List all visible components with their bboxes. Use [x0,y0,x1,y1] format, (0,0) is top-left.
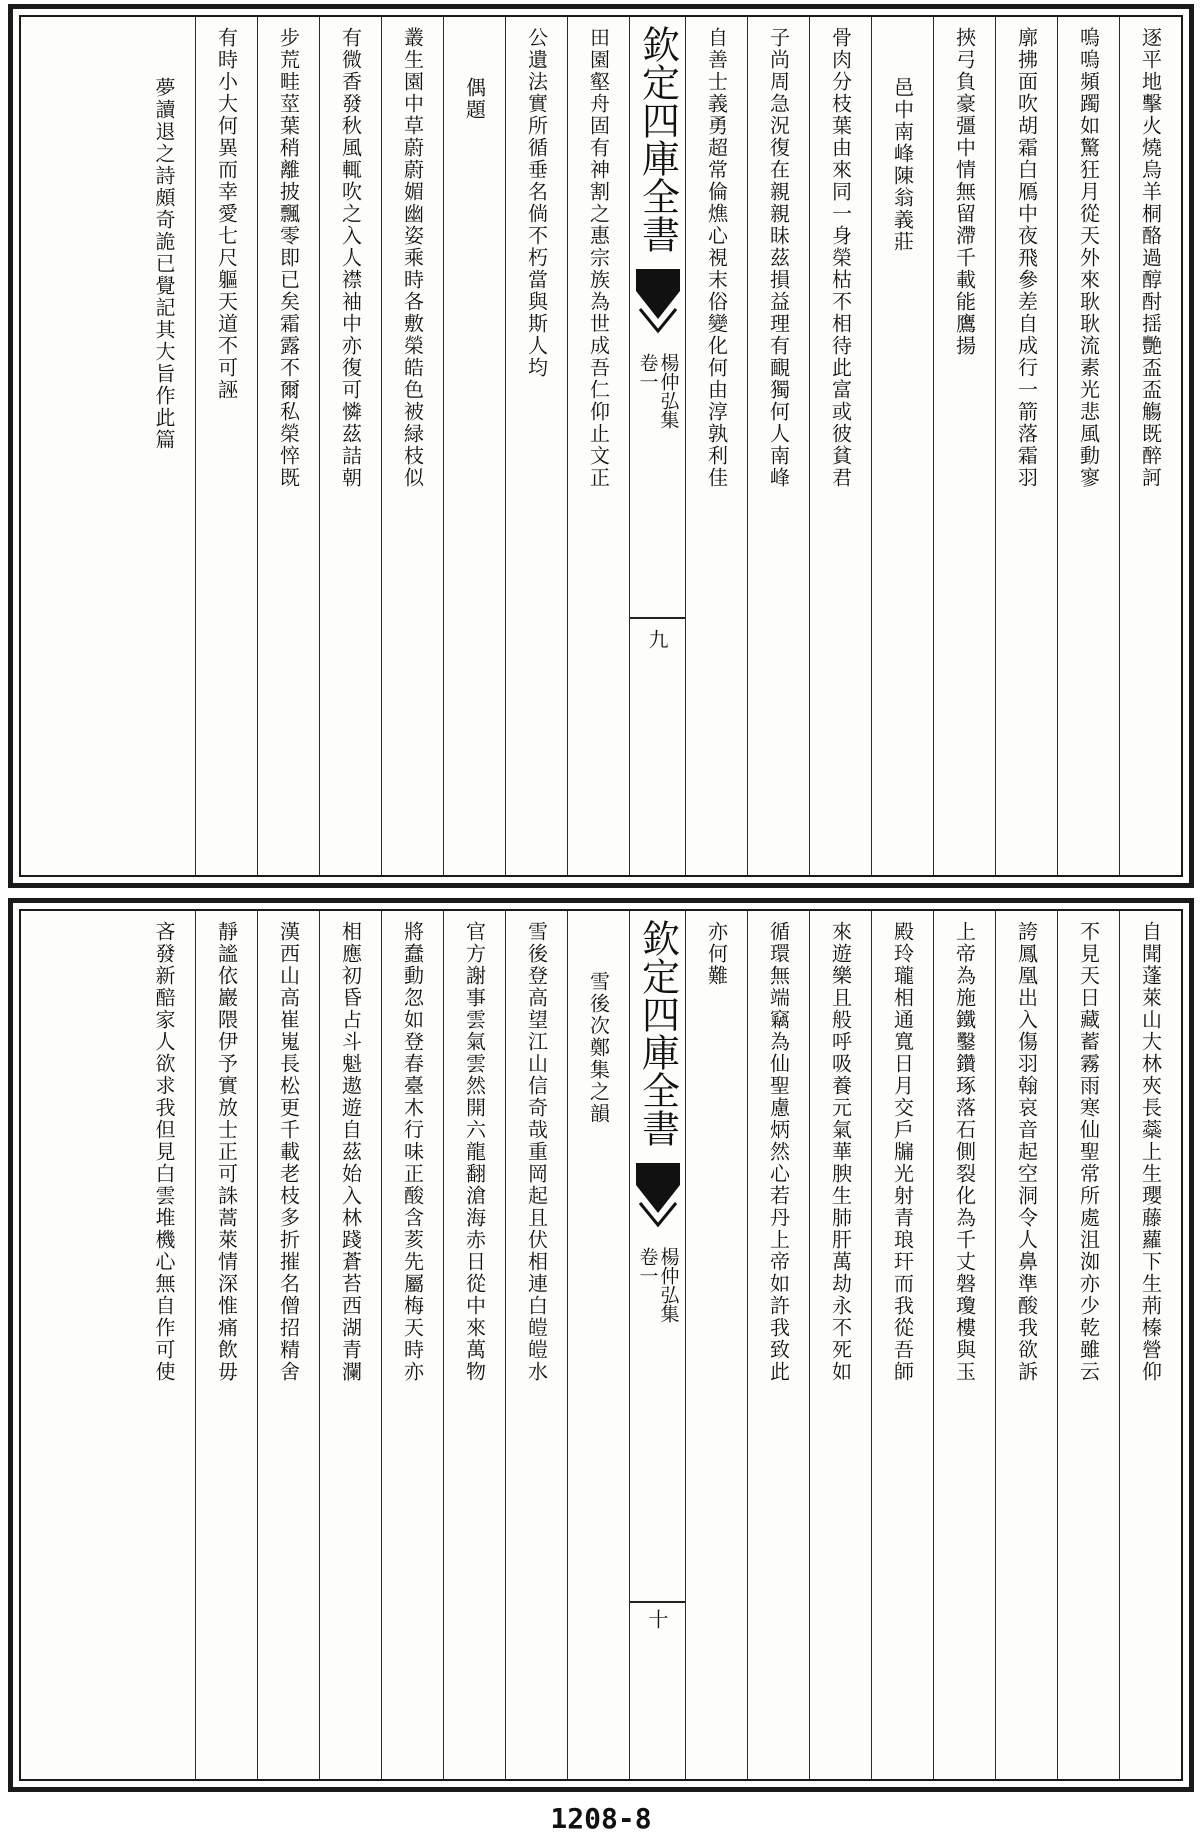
top-page-frame [19,15,1183,877]
collection-title: 欽定四庫全書 [635,919,680,1147]
text-column: 上帝為施鐵鑿鑽琢落石側裂化為千丈磐瓊樓與玉 [933,911,995,1779]
volume-label: 卷一 [636,1247,659,1285]
page-number: 九 [645,629,669,649]
volume-label: 卷一 [636,353,659,391]
book-title: 楊仲弘集 [657,353,680,429]
text-column: 公遺法實所循垂名倘不朽當與斯人均 [505,17,567,875]
center-fold-column [629,911,685,1779]
text-column: 自聞蓬萊山大林夾長蘂上生瓔藤蘿下生荊榛營仰 [1119,911,1181,1779]
text-column: 將蠢動忽如登春臺木行味正酸含荄先屬梅天時亦 [381,911,443,1779]
text-column: 田園壑舟固有神割之惠宗族為世成吾仁仰止文正 [567,17,629,875]
book-title: 楊仲弘集 [657,1247,680,1323]
text-column: 吝發新醅家人欲求我但見白雲堆機心無自作可使 [152,921,176,1383]
text-column: 亦何難 [685,911,747,1779]
page-label: 1208-8 [550,1802,652,1835]
divider [630,617,685,619]
text-column: 骨肉分枝葉由來同一身榮枯不相待此富或彼貧君 [809,17,871,875]
poem-title-column: 邑中南峰陳翁義莊 [871,17,933,875]
text-column: 誇鳳凰出入傷羽翰哀音起空洞令人鼻準酸我欲訴 [995,911,1057,1779]
text-column: 有微香發秋風輒吹之入人襟袖中亦復可憐茲詰朝 [319,17,381,875]
text-column: 相應初昏占斗魁遨遊自茲始入林踐蒼苔西湖青瀾 [319,911,381,1779]
text-column: 雪後登高望江山信奇哉重岡起且伏相連白皚皚水 [505,911,567,1779]
text-column: 官方謝事雲氣雲然開六龍翻滄海赤日從中來萬物 [443,911,505,1779]
text-column: 廓拂面吹胡霜白鴈中夜飛參差自成行一箭落霜羽 [995,17,1057,875]
collection-title: 欽定四庫全書 [635,25,680,253]
text-column: 不見天日藏蓄霧雨寒仙聖常所處沮洳亦少乾雖云 [1057,911,1119,1779]
text-column: 靜謐依巖隈伊予實放士正可誅蒿萊情深惟痛飲毋 [195,911,257,1779]
fish-tail-mark-icon [636,269,680,339]
text-column: 有時小大何異而幸愛七尺軀天道不可誣 [195,17,257,875]
bottom-page [8,898,1194,1792]
text-column: 循環無端竊為仙聖慮炳然心若丹上帝如許我致此 [747,911,809,1779]
text-column: 挾弓負豪彊中情無留滯千載能鷹揚 [933,17,995,875]
fish-tail-mark-icon [636,1163,680,1233]
text-column: 漢西山高崔嵬長松更千載老枝多折摧名僧招精舍 [257,911,319,1779]
poem-title-column: 雪後次鄭集之韻 [567,911,629,1779]
text-column: 自善士義勇超常倫燋心視末俗變化何由淳孰利佳 [685,17,747,875]
center-fold-column [629,17,685,875]
text-column: 子尚周急況復在親親昧茲損益理有靦獨何人南峰 [747,17,809,875]
preface-column: 夢讀退之詩頗奇詭已覺記其大旨作此篇 [152,77,176,451]
text-column: 叢生園中草蔚蔚媚幽姿乘時各敷榮皓色被緑枝似 [381,17,443,875]
page-number: 十 [645,1609,669,1629]
text-column: 殿玲瓏相通寬日月交戶牖光射青琅玕而我從吾師 [871,911,933,1779]
top-page [8,4,1194,888]
text-column: 嗚嗚頻躅如驚狂月從天外來耿耿流素光悲風動寥 [1057,17,1119,875]
text-column: 逐平地擊火燒烏羊桐酪過醇酎揺艷盃盃觴既醉訶 [1119,17,1181,875]
text-column: 步荒畦莖葉稍離披飄零即已矣霜露不爾私榮悴既 [257,17,319,875]
poem-title-column: 偶題 [443,17,505,875]
bottom-page-frame [19,909,1183,1781]
text-column: 來遊樂且般呼吸養元氣華腴生肺肝萬劫永不死如 [809,911,871,1779]
divider [630,1601,685,1603]
